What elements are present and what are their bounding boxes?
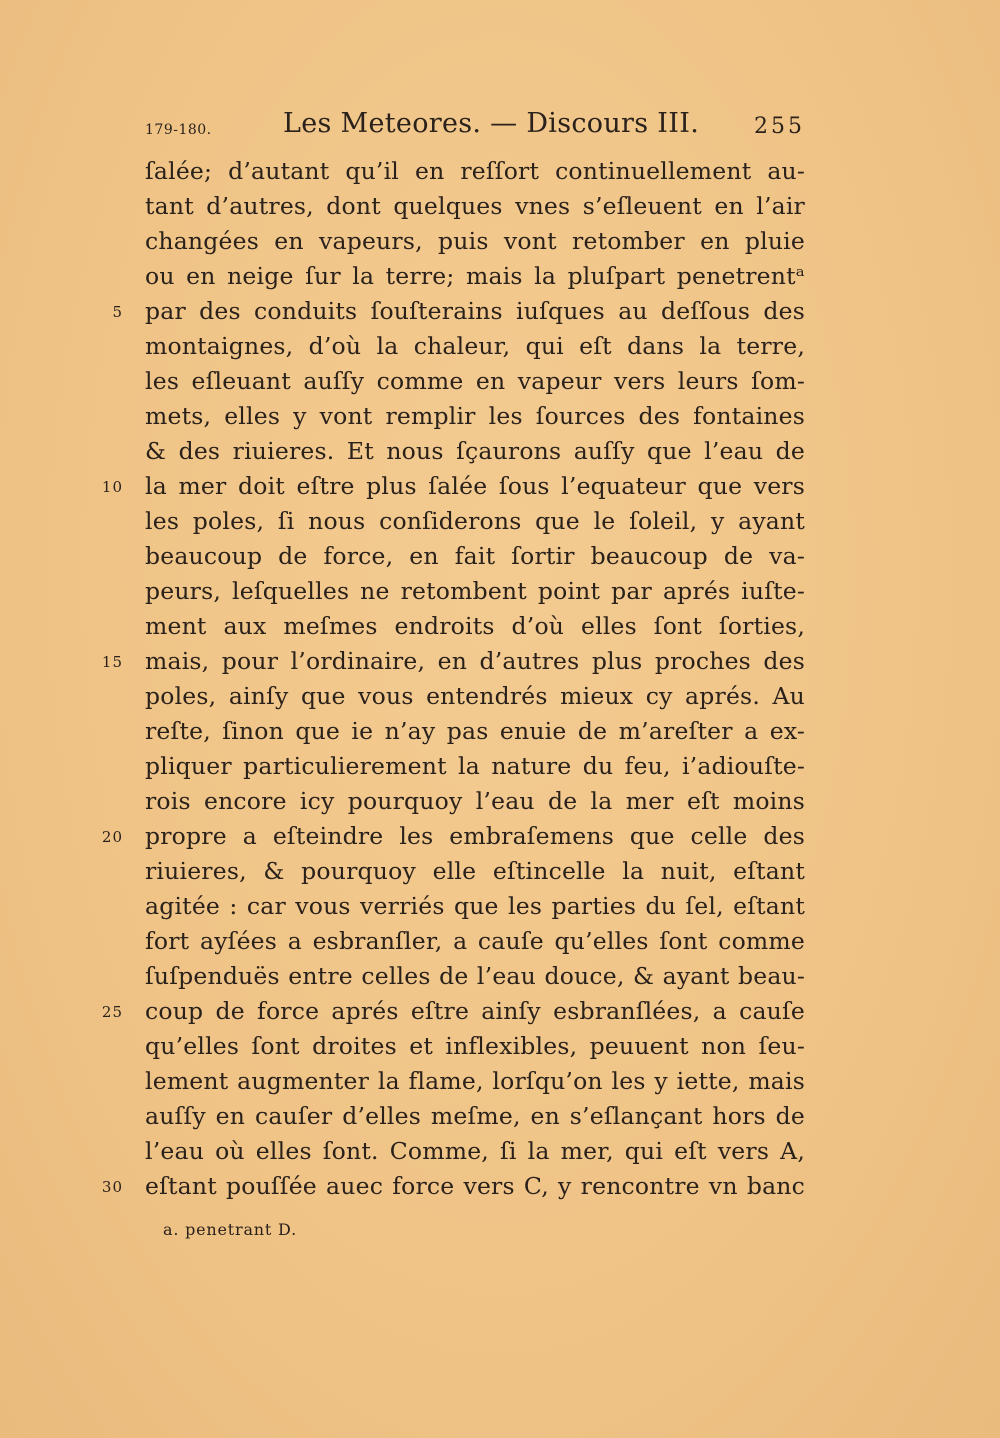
line-text: ment aux meſmes endroits d’où elles ſont ſorties, — [145, 612, 805, 640]
text-line — [101, 469, 805, 504]
line-text: reſte, ſinon que ie n’ay pas enuie de m’areſter a ex- — [145, 717, 805, 745]
line-number: 20 — [101, 828, 123, 846]
line-number: 30 — [101, 1178, 123, 1196]
text-line — [145, 574, 805, 609]
line-text: pliquer particulierement la nature du feu, i’adiouſte- — [145, 752, 805, 780]
line-text: lement augmenter la flame, lorſqu’on les y iette, mais — [145, 1067, 805, 1095]
line-text: les poles, ſi nous conſiderons que le ſoleil, y ayant — [145, 507, 805, 535]
text-line — [145, 1064, 805, 1099]
line-text: mais, pour l’ordinaire, en d’autres plus proches des — [145, 647, 805, 675]
line-text: & des riuieres. Et nous ſçaurons auſſy que l’eau de — [145, 437, 805, 465]
text-line — [145, 434, 805, 469]
line-number: 15 — [101, 653, 123, 671]
line-text: agitée : car vous verriés que les parties du ſel, eſtant — [145, 892, 805, 920]
body-text — [101, 154, 805, 1204]
line-text: l’eau où elles ſont. Comme, ſi la mer, qui eſt vers A, — [145, 1137, 805, 1165]
line-text: rois encore icy pourquoy l’eau de la mer eſt moins — [145, 787, 805, 815]
line-number: 10 — [101, 478, 123, 496]
line-text: auſſy en cauſer d’elles meſme, en s’eſlançant hors de — [145, 1102, 805, 1130]
text-line — [101, 644, 805, 679]
line-text: beaucoup de force, en fait ſortir beaucoup de va- — [145, 542, 805, 570]
text-line — [145, 154, 805, 189]
text-line — [145, 364, 805, 399]
text-line — [145, 1134, 805, 1169]
line-number: 5 — [112, 303, 123, 321]
text-line — [145, 1029, 805, 1064]
line-text: ou en neige ſur la terre; mais la pluſpart penetrentᵃ — [145, 262, 805, 290]
line-text: riuieres, & pourquoy elle eſtincelle la nuit, eſtant — [145, 857, 805, 885]
text-line — [145, 749, 805, 784]
line-text: par des conduits ſouſterains iuſques au deſſous des — [145, 297, 805, 325]
text-line — [145, 714, 805, 749]
line-text: qu’elles ſont droites et inflexibles, peuuent non ſeu- — [145, 1032, 805, 1060]
footnote: a. penetrant D. — [163, 1220, 297, 1239]
text-line — [145, 609, 805, 644]
line-text: coup de force aprés eſtre ainſy esbranſlées, a cauſe — [145, 997, 805, 1025]
text-line — [145, 224, 805, 259]
line-text: eſtant pouſſée auec force vers C, y rencontre vn banc — [145, 1172, 805, 1200]
text-line — [101, 994, 805, 1029]
line-text: peurs, leſquelles ne retombent point par aprés iuſte- — [145, 577, 805, 605]
text-line — [145, 924, 805, 959]
line-text: ſalée; d’autant qu’il en reſſort continuellement au- — [145, 157, 805, 185]
text-line — [145, 854, 805, 889]
running-head — [145, 108, 805, 148]
text-line — [145, 504, 805, 539]
line-text: montaignes, d’où la chaleur, qui eſt dans la terre, — [145, 332, 805, 360]
line-text: les eſleuant auſſy comme en vapeur vers leurs ſom- — [145, 367, 805, 395]
text-line — [145, 539, 805, 574]
text-line — [145, 189, 805, 224]
page-number: 255 — [754, 114, 805, 139]
text-line — [112, 294, 805, 329]
text-line — [145, 1099, 805, 1134]
line-text: propre a eſteindre les embraſemens que celle des — [145, 822, 805, 850]
text-line — [145, 679, 805, 714]
running-title: Les Meteores. — Discours III. — [283, 108, 700, 139]
line-text: fort ayſées a esbranſler, a cauſe qu’elles ſont comme — [145, 927, 805, 955]
line-text: changées en vapeurs, puis vont retomber en pluie — [145, 227, 805, 255]
text-line — [145, 259, 805, 294]
line-text: mets, elles y vont remplir les ſources des fontaines — [145, 402, 805, 430]
line-text: poles, ainſy que vous entendrés mieux cy aprés. Au — [145, 682, 805, 710]
text-line — [145, 329, 805, 364]
line-text: tant d’autres, dont quelques vnes s’eſleuent en l’air — [145, 192, 805, 220]
line-text: la mer doit eſtre plus ſalée ſous l’equateur que vers — [145, 472, 805, 500]
line-number: 25 — [101, 1003, 123, 1021]
text-line — [145, 784, 805, 819]
text-line — [101, 1169, 805, 1204]
text-line — [101, 819, 805, 854]
text-line — [145, 889, 805, 924]
text-line — [145, 399, 805, 434]
text-line — [145, 959, 805, 994]
section-reference: 179-180. — [145, 122, 212, 138]
line-text: ſuſpenduës entre celles de l’eau douce, & ayant beau- — [145, 962, 805, 990]
